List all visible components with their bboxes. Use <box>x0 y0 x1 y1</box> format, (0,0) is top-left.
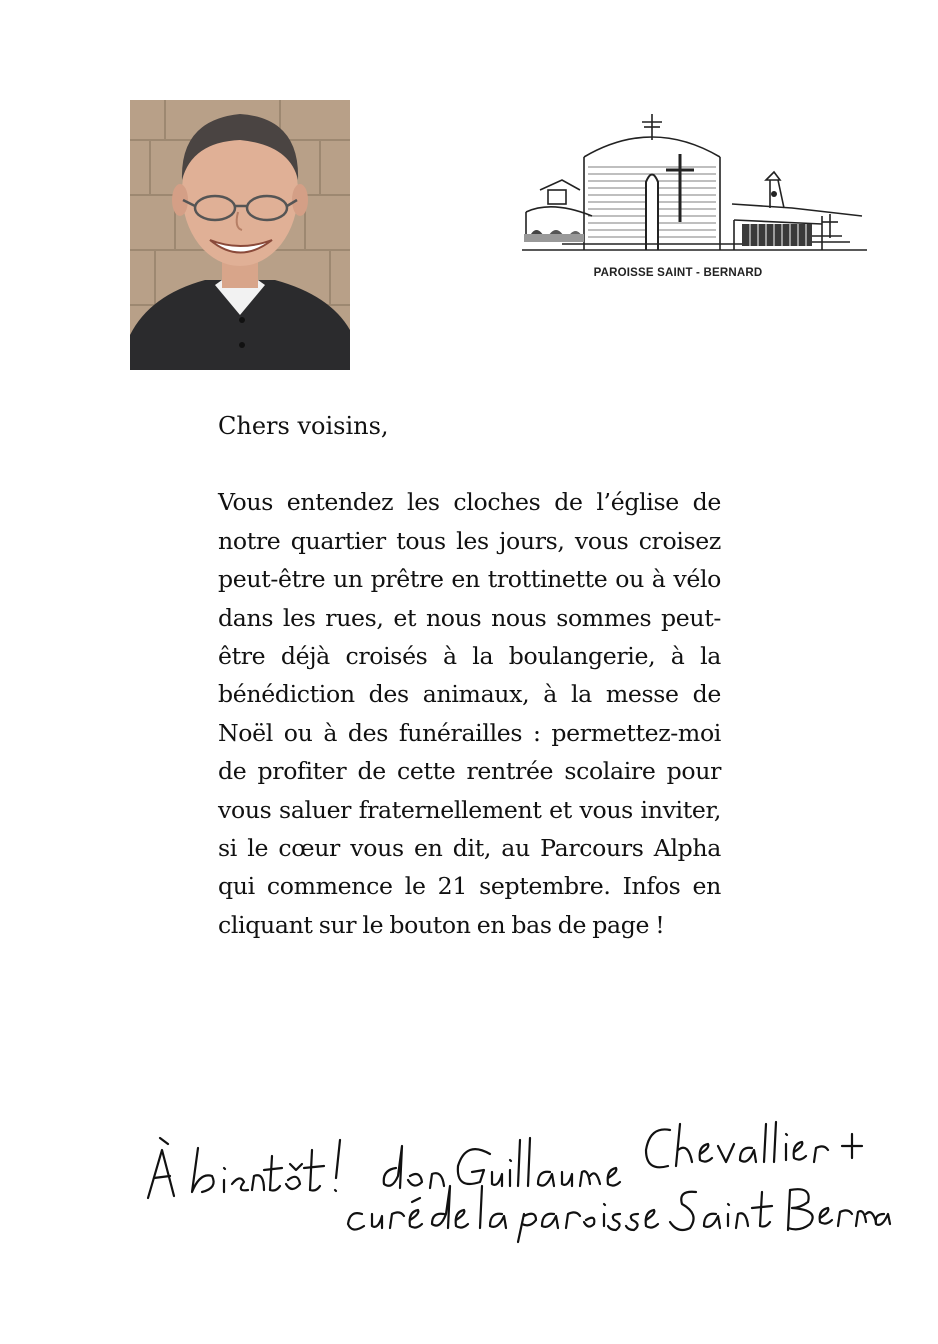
letter-body <box>218 407 721 944</box>
priest-portrait-photo <box>130 100 350 370</box>
parish-logo <box>522 112 867 287</box>
greeting: Chers voisins, <box>218 412 389 440</box>
handwritten-signature <box>140 1110 900 1250</box>
parish-name: PAROISSE SAINT - BERNARD <box>593 267 763 279</box>
letter-paragraph: Vous entendez les cloches de l’église de notre quartier tous les jours, vous croisez peut-être un prêtre en trottinette ou à vélo dans les rues, et nous nous sommes peut-être déjà croisés à la boulangerie, à la bénédiction des animaux, à la messe de Noël ou à des funérailles : permettez-moi de profiter de cette rentrée scolaire pour vous saluer fraternellement et vous inviter, si le cœur vous en dit, au Parcours Alpha qui commence le 21 septembre. Infos en cliquant sur le bouton en bas de page ! <box>218 488 721 939</box>
